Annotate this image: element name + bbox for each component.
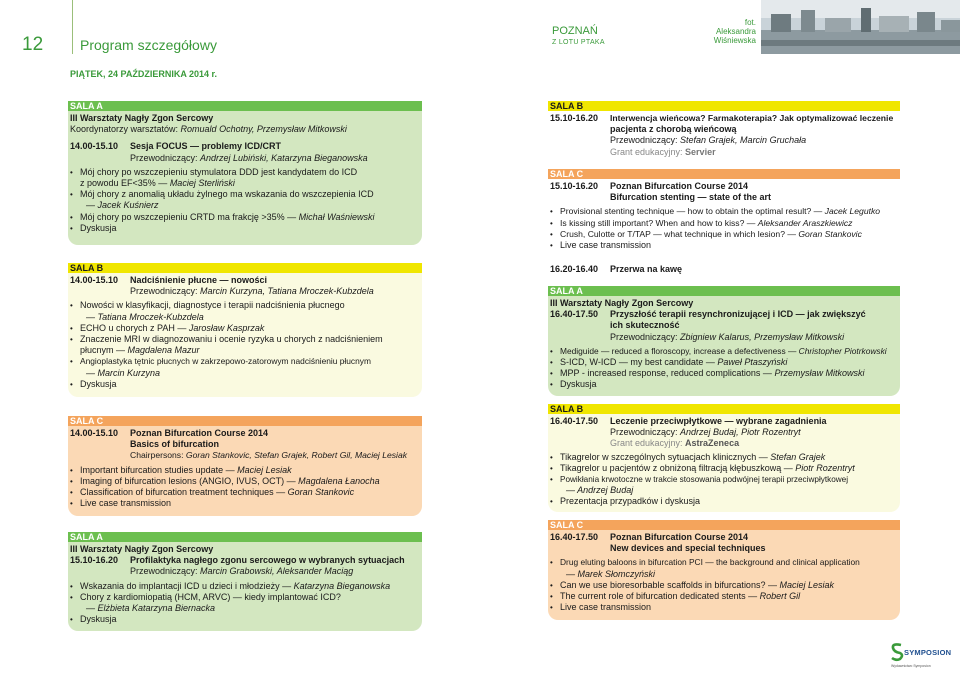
speaker-name: Goran Stankovic — [798, 228, 862, 239]
hall-label: SALA C — [548, 169, 900, 179]
chair-names: Stefan Grajek, Marcin Gruchała — [680, 135, 807, 146]
speaker-name: — Elżbieta Katarzyna Biernacka — [86, 603, 216, 614]
photo-credit-line: fot. — [744, 18, 756, 27]
session-title: Leczenie przeciwpłytkowe — wybrane zagadnienia — [610, 416, 827, 426]
photo-credit — [712, 18, 756, 45]
list-item: • Dyskusja — [550, 379, 896, 390]
chair-names: Andrzej Budaj, Piotr Rozentryt — [680, 427, 801, 438]
list-item: • Nowości w klasyfikacji, diagnostyce i terapii nadciśnienia płucnego — [70, 300, 418, 311]
list-item: • Prezentacja przypadków i dyskusja — [550, 496, 896, 507]
hall-label: SALA A — [68, 532, 422, 542]
chair-names: Marcin Kurzyna, Tatiana Mroczek-Kubzdela — [200, 286, 374, 297]
session-time: 16.40-17.50 — [550, 309, 599, 320]
chair-names: Andrzej Lubiński, Katarzyna Bieganowska — [200, 152, 368, 163]
hall-label: SALA C — [548, 520, 900, 530]
session-subtitle: ich skuteczność — [610, 320, 680, 331]
speaker-name: Christopher Piotrkowski — [798, 345, 887, 356]
photo-credit-line: Wiśniewska — [713, 36, 756, 45]
list-item: • Dyskusja — [70, 614, 418, 625]
symposion-logo-text: SYMPOSION — [904, 648, 952, 657]
session-title: Nadciśnienie płucne — nowości — [130, 275, 268, 285]
speaker-name: Maciej Lesiak — [237, 464, 292, 475]
hall-label: SALA A — [68, 101, 422, 111]
session-title: Poznan Bifurcation Course 2014 — [610, 532, 749, 542]
list-item: • Dyskusja — [70, 379, 418, 390]
list-item: • Chory z kardiomiopatią (HCM, ARVC) — kiedy implantować ICD? — [70, 592, 418, 603]
list-item: Tikagrelor u pacjentów z obniżoną filtracją kłębuszkową — — [560, 462, 796, 473]
list-item: • Powikłania krwotoczne w trakcie stosowania podwójnej terapii przeciwpłytkowej — [550, 474, 896, 485]
list-item: Provisional stenting technique — how to obtain the optimal result? — — [560, 206, 825, 217]
speaker-name: Magdalena Łanocha — [298, 475, 380, 486]
session-block-sala-a-2 — [68, 532, 422, 631]
chair-label: Przewodniczący: — [610, 331, 681, 342]
session-title: Interwencja wieńcowa? Farmakoterapia? Jak optymalizować leczenie — [610, 113, 894, 123]
list-item: Is kissing still important? When and how to kiss? — — [560, 217, 758, 228]
symposion-logo-mark — [890, 642, 904, 662]
coffee-break — [550, 264, 682, 274]
speaker-name: Magdalena Mazur — [127, 345, 200, 356]
list-item: • Znaczenie MRI w diagnozowaniu i ocenie ryzyka u chorych z nadciśnieniem — [70, 334, 418, 345]
list-item: • Live case transmission — [550, 602, 896, 613]
list-item: Imaging of bifurcation lesions (ANGIO, IVUS, OCT) — — [80, 475, 299, 486]
list-item-cont: z powodu EF<35% — — [80, 178, 170, 189]
page-number: 12 — [22, 34, 44, 55]
session-time: 14.00-15.10 — [70, 428, 119, 438]
workshop-title: III Warsztaty Nagły Zgon Sercowy — [70, 544, 214, 554]
session-subtitle: New devices and special techniques — [610, 543, 766, 554]
session-block-sala-c-1 — [68, 416, 422, 516]
hall-label: SALA B — [548, 101, 900, 111]
poznan-logo — [552, 26, 605, 48]
speaker-name: Robert Gil — [759, 591, 801, 602]
speaker-name: — Andrzej Budaj — [566, 485, 634, 496]
break-time: 16.20-16.40 — [550, 264, 599, 274]
symposion-logo — [890, 640, 952, 674]
chair-label: Przewodniczący: — [130, 152, 201, 163]
speaker-name: Michał Waśniewski — [298, 211, 375, 222]
poznan-logo-sub: Z LOTU PTAKA — [552, 39, 605, 46]
session-time: 14.00-15.10 — [70, 275, 119, 285]
speaker-name: Jacek Legutko — [824, 206, 881, 217]
session-time: 15.10-16.20 — [550, 181, 599, 191]
workshop-title: III Warsztaty Nagły Zgon Sercowy — [70, 113, 214, 123]
chair-label: Chairpersons: — [130, 450, 186, 461]
chair-label: Przewodniczący: — [130, 286, 201, 297]
symposion-logo-sub: Wydawnictwo Symposion — [891, 664, 931, 668]
list-item: ECHO u chorych z PAH — — [80, 322, 189, 333]
session-block-sala-a-1 — [68, 101, 422, 245]
list-item: Can we use bioresorbable scaffolds in bifurcations? — — [560, 579, 780, 590]
chair-names: Zbigniew Kalarus, Przemysław Mitkowski — [680, 331, 845, 342]
list-item: • Mój chory z anomalią układu żylnego ma wskazania do wszczepienia ICD — [70, 189, 418, 200]
speaker-name: — Marcin Kurzyna — [86, 367, 161, 378]
session-time: 15.10-16.20 — [70, 555, 119, 566]
session-title: Profilaktyka nagłego zgonu sercowego w wybranych sytuacjach — [130, 555, 405, 566]
speaker-name: Stefan Grajek — [770, 451, 826, 462]
coordinators-names: Romuald Ochotny, Przemysław Mitkowski — [180, 124, 347, 135]
list-item: • Angioplastyka tętnic płucnych w zakrzepowo-zatorowym nadciśnieniu płucnym — [70, 356, 418, 367]
speaker-name: Katarzyna Bieganowska — [293, 580, 391, 591]
session-title: Poznan Bifurcation Course 2014 — [130, 428, 269, 438]
list-item: The current role of bifurcation dedicated stents — — [560, 591, 760, 602]
session-title: Przyszłość terapii resynchronizującej i ICD — jak zwiększyć — [610, 309, 866, 320]
grant-label: Grant edukacyjny: — [610, 146, 686, 157]
session-subtitle: Bifurcation stenting — state of the art — [610, 192, 772, 203]
speaker-name: Maciej Sterliński — [169, 178, 235, 189]
session-block-sala-c-2 — [548, 169, 900, 255]
session-block-sala-b-1 — [68, 263, 422, 397]
list-item-cont: płucnym — — [80, 345, 128, 356]
list-item: Tikagrelor w szczególnych sytuacjach klinicznych — — [560, 451, 771, 462]
chair-label: Przewodniczący: — [130, 566, 201, 577]
session-block-sala-c-3 — [548, 520, 900, 620]
list-item: Mój chory po wszczepieniu CRTD ma frakcję >35% — — [80, 211, 299, 222]
hall-label: SALA C — [68, 416, 422, 426]
speaker-name: — Marek Słomczyński — [566, 568, 656, 579]
grant-label: Grant edukacyjny: — [610, 438, 686, 449]
list-item: • Drug eluting baloons in bifurcation PCI — the background and clinical application — [550, 557, 896, 568]
speaker-name: Aleksander Araszkiewicz — [757, 217, 853, 228]
list-item: MPP - increased response, reduced complications — — [560, 368, 775, 379]
grant-sponsor: Servier — [685, 146, 716, 157]
speaker-name: Przemysław Mitkowski — [774, 368, 865, 379]
chair-names: Marcin Grabowski, Aleksander Maciąg — [200, 566, 354, 577]
list-item: Classification of bifurcation treatment techniques — — [80, 487, 288, 498]
session-time: 14.00-15.10 — [70, 141, 119, 152]
chair-label: Przewodniczący: — [610, 135, 681, 146]
list-item: Crush, Culotte or T/TAP — what technique in which lesion? — — [560, 228, 799, 239]
poznan-logo-title: POZNAŃ — [552, 25, 598, 37]
speaker-name: Jarosław Kasprzak — [188, 322, 265, 333]
session-block-sala-a-3 — [548, 286, 900, 396]
session-time: 16.40-17.50 — [550, 416, 599, 426]
date-heading: PIĄTEK, 24 PAŹDZIERNIKA 2014 r. — [70, 69, 218, 79]
workshop-title: III Warsztaty Nagły Zgon Sercowy — [550, 298, 694, 308]
hall-label: SALA B — [548, 404, 900, 414]
speaker-name: — Jacek Kuśnierz — [86, 200, 159, 211]
photo-credit-line: Aleksandra — [715, 27, 756, 36]
session-title: Poznan Bifurcation Course 2014 — [610, 181, 749, 191]
list-item: • Live case transmission — [70, 498, 418, 509]
header-divider — [72, 0, 73, 54]
coordinators-label: Koordynatorzy warsztatów: — [70, 124, 181, 135]
session-subtitle: Basics of bifurcation — [130, 439, 220, 450]
session-block-sala-b-3 — [548, 404, 900, 512]
hall-label: SALA B — [68, 263, 422, 273]
break-label: Przerwa na kawę — [610, 264, 683, 274]
speaker-name: Paweł Ptaszyński — [717, 357, 788, 368]
page-title: Program szczegółowy — [80, 37, 217, 53]
chair-label: Przewodniczący: — [610, 427, 681, 438]
list-item: Important bifurcation studies update — — [80, 464, 238, 475]
list-item: • Live case transmission — [550, 240, 896, 251]
list-item: Wskazania do implantacji ICD u dzieci i młodzieży — — [80, 580, 294, 591]
list-item: Mediguide — reduced a floroscopy, increase a defectiveness — — [560, 345, 799, 356]
speaker-name: Piotr Rozentryt — [795, 462, 855, 473]
session-block-sala-b-2 — [548, 101, 900, 161]
list-item: • Mój chory po wszczepieniu stymulatora DDD jest kandydatem do ICD — [70, 167, 418, 178]
session-subtitle: pacjenta z chorobą wieńcową — [610, 124, 737, 135]
city-photo — [761, 0, 960, 54]
session-title: Sesja FOCUS — problemy ICD/CRT — [130, 141, 282, 152]
speaker-name: Maciej Lesiak — [779, 579, 834, 590]
speaker-name: — Tatiana Mroczek-Kubzdela — [86, 311, 204, 322]
session-time: 16.40-17.50 — [550, 532, 599, 542]
chair-names: Goran Stankovic, Stefan Grajek, Robert Gil, Maciej Lesiak — [185, 450, 408, 461]
grant-sponsor: AstraZeneca — [685, 438, 740, 449]
list-item: • Dyskusja — [70, 223, 418, 234]
hall-label: SALA A — [548, 286, 900, 296]
session-time: 15.10-16.20 — [550, 113, 599, 123]
speaker-name: Goran Stankovic — [287, 487, 355, 498]
list-item: S-ICD, W-ICD — my best candidate — — [560, 357, 718, 368]
